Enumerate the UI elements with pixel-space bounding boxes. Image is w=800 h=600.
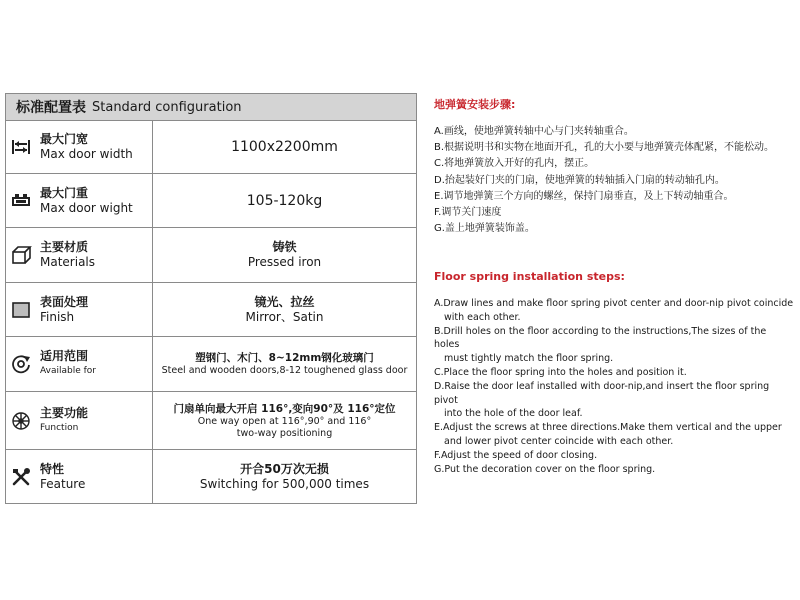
spec-row-feature [6,450,416,503]
rotate-icon [6,337,36,391]
value-zh: 塑钢门、木门、8~12mm钢化玻璃门 [195,352,374,364]
value-en: Pressed iron [247,255,322,269]
step-line: F.Adjust the speed of door closing. [434,449,598,461]
steps-title-zh: 地弹簧安装步骤: [434,98,516,111]
tools-icon [6,450,36,503]
value-zh: 开合50万次无损 [240,461,329,476]
label-zh: 最大门重 [40,185,89,200]
header-en: Standard configuration [92,99,242,115]
value-zh: 铸铁 [272,240,297,254]
spec-row-function [6,392,416,450]
label-zh: 表面处理 [40,294,89,309]
label-zh: 特性 [40,461,65,476]
label-en: Finish [40,309,75,324]
step-line: into the hole of the door leaf. [444,408,583,420]
spec-row-finish [6,283,416,337]
installation-steps-en [434,270,794,476]
label-en: Function [40,422,79,433]
value-en: Mirror、Satin [245,309,324,324]
value-en: Steel and wooden doors,8-12 toughened glass door [161,365,408,376]
step-line: D.Raise the door leaf installed with door-nip,and insert the floor spring pivot [434,380,770,406]
step-line: C.Place the floor spring into the holes and position it. [434,366,687,378]
square-icon [6,283,36,336]
step-line: and lower pivot center coincide with each other. [444,435,674,447]
steps-title-en: Floor spring installation steps: [434,270,625,283]
label-zh: 适用范围 [40,349,89,363]
step-line: A.画线，使地弹簧转轴中心与门夹转轴重合。 [434,126,634,137]
step-line: E.Adjust the screws at three directions.Make them vertical and the upper [434,422,782,434]
spec-row-available [6,337,416,392]
label-zh: 主要功能 [40,405,89,420]
step-line: E.调节地弹簧三个方向的螺丝，保持门扇垂直，及上下转动轴重合。 [434,190,734,202]
step-line: B.Drill holes on the floor according to the instructions,The sizes of the holes [434,325,767,351]
label-en: Materials [40,255,96,269]
step-line: G.Put the decoration cover on the floor spring. [434,463,656,475]
header-zh: 标准配置表 [16,100,86,116]
step-line: must tightly match the floor spring. [444,353,614,365]
label-en: Feature [40,476,86,491]
step-line: D.抬起装好门夹的门扇，使地弹簧的转轴插入门扇的转动轴孔内。 [434,174,725,186]
wheel-icon [6,392,36,449]
value-zh: 镜光、拉丝 [254,294,315,309]
step-line: with each other. [444,311,521,323]
value: 105-120kg [246,192,323,209]
step-line: F.调节关门速度 [434,207,502,219]
label-en: Available for [40,366,96,376]
label-en: Max door width [40,147,133,161]
value-en: Switching for 500,000 times [199,476,370,491]
spec-row-width [6,121,416,174]
cube-icon [6,228,36,282]
label-en: Max door wight [40,200,133,215]
spec-row-weight [6,174,416,228]
value: 1100x2200mm [231,139,338,155]
label-zh: 主要材质 [40,240,89,254]
spec-table [5,93,417,504]
door-width-icon [6,121,36,173]
step-line: B.根据说明书和实物在地面开孔，孔的大小要与地弹簧壳体配紧，不能松动。 [434,142,775,154]
step-line: A.Draw lines and make floor spring pivot center and door-nip pivot coincide [434,298,794,309]
weight-icon [6,174,36,227]
value-zh: 门扇单向最大开启 116°,变向90°及 116°定位 [173,402,396,415]
step-line: C.将地弹簧放入开好的孔内，摆正。 [434,158,595,170]
step-line: G.盖上地弹簧装饰盖。 [434,223,535,235]
spec-row-materials [6,228,416,283]
installation-steps-zh [434,96,794,237]
value-en-line-1: One way open at 116°,90° and 116° [197,415,372,427]
spec-table-header [6,94,416,121]
value-en-line-2: two-way positioning [236,427,333,439]
label-zh: 最大门宽 [40,132,89,146]
